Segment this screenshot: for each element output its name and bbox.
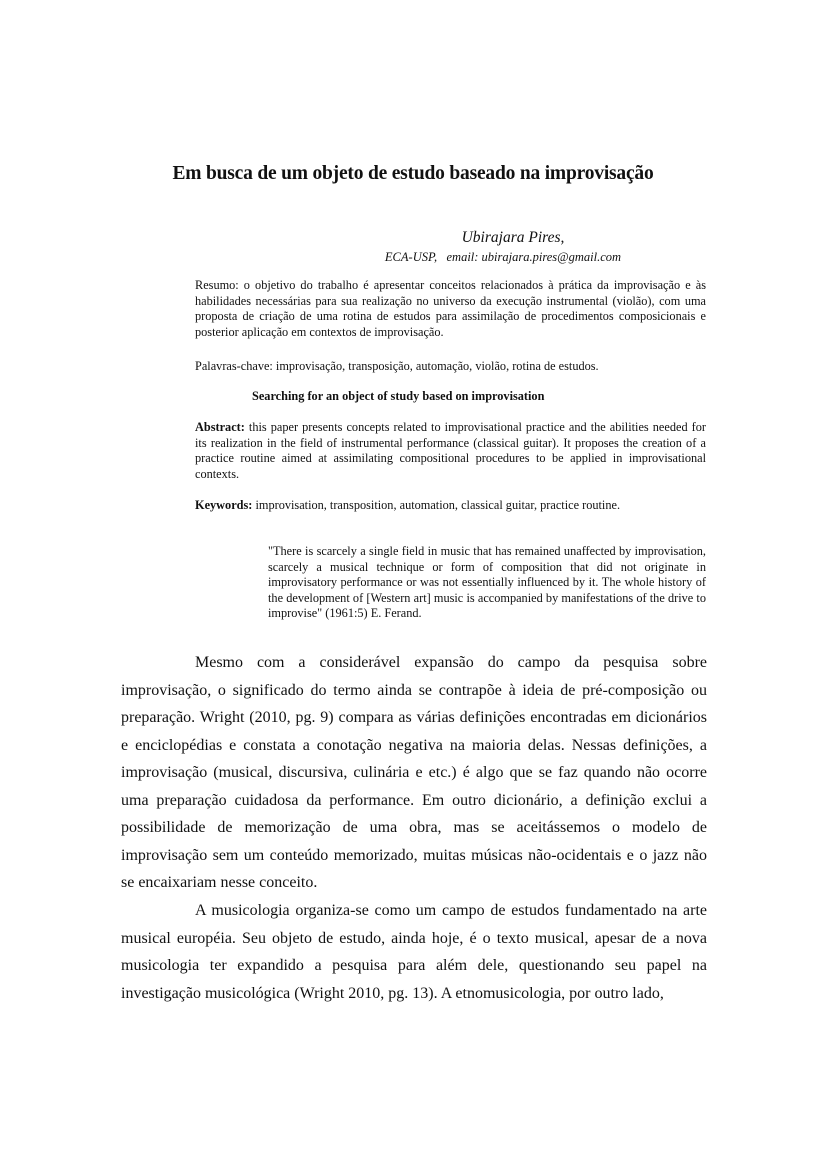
abstract-label: Abstract:	[195, 420, 245, 434]
body-paragraph-1	[121, 649, 707, 897]
abstract-text: this paper presents concepts related to improvisational practice and the abilities needed for its realization in the field of instrumental performance (classical guitar). It proposes the creation of a practice routine aimed at assimilating compositional procedures to be applied in improvisational contexts.	[195, 420, 706, 481]
abstract-paragraph	[195, 420, 706, 482]
resumo-paragraph: Resumo: o objetivo do trabalho é apresentar conceitos relacionados à prática da improvisação e às habilidades necessárias para sua realização no universo da execução instrumental (violão), com uma proposta de criação de uma rotina de estudos para assimilação de procedimentos composicionais e posterior aplicação em contextos de improvisação.	[195, 278, 706, 339]
body-paragraph-2	[121, 897, 707, 1007]
keywords-line	[195, 498, 706, 514]
epigraph-quote: "There is scarcely a single field in music that has remained unaffected by improvisation, scarcely a musical technique or form of composition that did not originate in improvisatory performance or was not essentially influenced by it. The whole history of the development of [Western art] music is accompanied by manifestations of the drive to improvise" (1961:5) E. Ferand.	[268, 544, 706, 621]
paragraph-2-text: A musicologia organiza-se como um campo de estudos fundamentado na arte musical européia. Seu objeto de estudo, ainda hoje, é o texto musical, apesar de a nova musicologia ter expandido a pesquisa para além dele, questionando seu papel na investigação musicológica (Wright 2010, pg. 13). A etnomusicologia, por outro lado,	[121, 902, 707, 1002]
palavras-chave: Palavras-chave: improvisação, transposição, automação, violão, rotina de estudos.	[195, 359, 599, 373]
author-name: Ubirajara Pires,	[461, 229, 565, 246]
paragraph-1-text: Mesmo com a considerável expansão do campo da pesquisa sobre improvisação, o significado do termo ainda se contrapõe à ideia de pré-composição ou preparação. Wright (2010, pg. 9) compara as várias definições encontradas em dicionários e enciclopédias e constata a conotação negativa na maioria delas. Nessas definições, a improvisação (musical, discursiva, culinária e etc.) é algo que se faz quando não ocorre uma preparação cuidadosa da performance. Em outro dicionário, a definição exclui a possibilidade de memorização de uma obra, mas se aceitássemos o modelo de improvisação sem um conteúdo memorizado, muitas músicas não-ocidentais e o jazz não se encaixariam nesse conceito.	[121, 654, 707, 891]
keywords-label: Keywords:	[195, 498, 253, 512]
keywords-text: improvisation, transposition, automation, classical guitar, practice routine.	[252, 498, 621, 512]
author-affiliation: ECA-USP, email: ubirajara.pires@gmail.com	[384, 250, 622, 264]
english-title: Searching for an object of study based on improvisation	[252, 389, 545, 403]
paper-title: Em busca de um objeto de estudo baseado na improvisação	[172, 163, 654, 184]
